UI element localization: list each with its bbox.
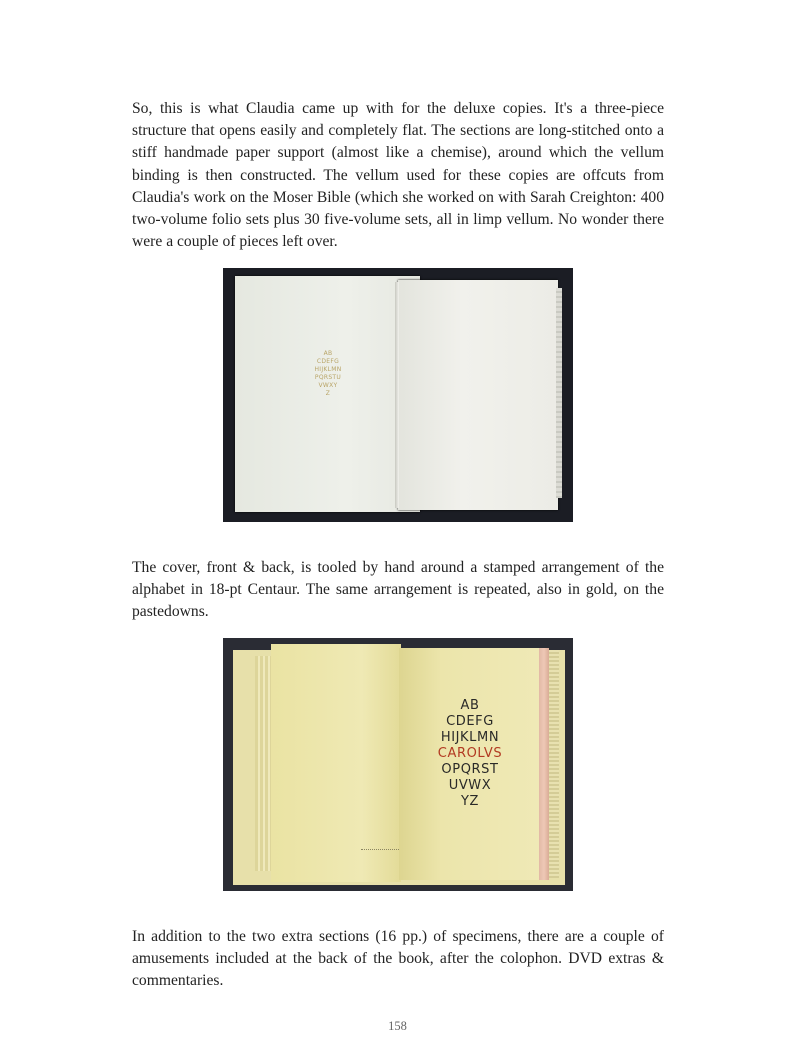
paragraph-3: In addition to the two extra sections (16 pp.) of specimens, there are a couple of amusements included at the back of the book, after the colophon. DVD extras & commentaries. — [132, 928, 664, 990]
book-left-page — [271, 644, 401, 882]
book-right-page — [398, 280, 558, 510]
book-left-page — [235, 276, 420, 512]
paragraph-2: The cover, front & back, is tooled by hand around a stamped arrangement of the alphabet in 18-pt Centaur. The same arrangement is repeated, also in gold, on the pastedowns. — [132, 559, 664, 621]
gold-alphabet-stamp: AB CDEFG HIJKLMN PQRSTU VWXY Z — [314, 350, 342, 397]
ribbon-marker — [539, 648, 549, 880]
page-number: 158 — [388, 1019, 407, 1033]
carolvs-line: CAROLVS — [437, 746, 503, 761]
book-gutter — [395, 282, 399, 508]
book-fore-edge — [556, 288, 562, 498]
alphabet-arrangement: AB CDEFG HIJKLMN CAROLVS OPQRST UVWX YZ — [415, 698, 525, 810]
photo-open-book-white — [223, 268, 573, 522]
photo-open-book-yellow — [223, 638, 573, 891]
book-fore-edge — [549, 650, 559, 878]
paragraph-1: So, this is what Claudia came up with for the deluxe copies. It's a three-piece structure that opens easily and completely flat. The sections are long-stitched onto a stiff handmade paper support (almost like a chemise), around which the vellum binding is then constructed. The vellum used for these copies are offcuts from Claudia's work on the Moser Bible (which she worked on with Sarah Creighton: 400 two-volume folio sets plus 30 five-volume sets, all in limp vellum. No wonder there were a couple of pieces left over. — [132, 100, 664, 251]
